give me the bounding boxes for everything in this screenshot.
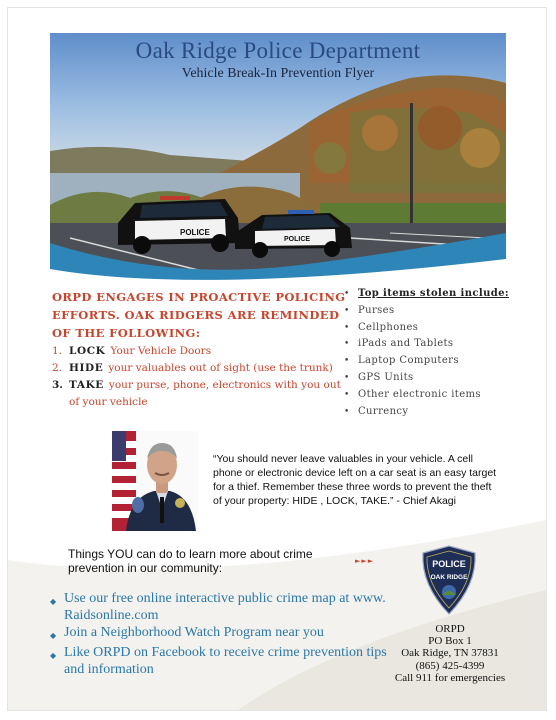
chief-portrait [112, 431, 198, 531]
bullet-icon: • [344, 339, 350, 350]
list-item [344, 370, 514, 387]
list-item [50, 590, 395, 624]
step-text: your purse, phone, electronics with you out of your vehicle [69, 379, 341, 408]
crime-map-link[interactable]: Use our free online interactive public crime map at www. Raidsonline.com [64, 591, 386, 623]
contact-block [380, 623, 520, 684]
step-keyword: HIDE [69, 362, 104, 374]
page-title: Oak Ridge Police Department [135, 38, 421, 63]
stolen-item: iPads and Tablets [358, 338, 454, 350]
contact-line: PO Box 1 [428, 635, 472, 648]
step-number: 1. [52, 345, 63, 357]
diamond-bullet-icon: ◆ [50, 651, 57, 660]
step-text: Your Vehicle Doors [110, 345, 212, 357]
page-subtitle: Vehicle Break-In Prevention Flyer [181, 66, 375, 81]
list-item [344, 404, 514, 421]
policing-headline: ORPD ENGAGES IN PROACTIVE POLICING EFFORTS. OAK RIDGERS ARE REMINDED OF THE FOLLOWING: [52, 290, 346, 340]
list-item [344, 286, 514, 303]
step-item [52, 360, 352, 377]
list-item [344, 353, 514, 370]
learn-more-intro: Things YOU can do to learn more about crime prevention in our community: [68, 547, 313, 575]
bullet-icon: • [344, 305, 350, 316]
stolen-item: Laptop Computers [358, 355, 459, 367]
contact-phone: (865) 425-4399 [415, 659, 485, 672]
badge-top-text: POLICE [432, 559, 466, 569]
list-item [50, 624, 395, 644]
learn-more-links [50, 590, 395, 678]
list-item [344, 387, 514, 404]
car-label-2: POLICE [284, 236, 311, 243]
contact-line: Call 911 for emergencies [394, 671, 506, 684]
step-number: 3. [52, 379, 63, 391]
chief-quote: “You should never leave valuables in your vehicle. A cell phone or electronic device left on a car seat is an easy target for a thief. Remember these three words to prevent the theft of your property: HIDE , LOCK, TAKE.” - Chief Akagi [213, 453, 497, 507]
list-item [344, 320, 514, 337]
diamond-bullet-icon: ◆ [50, 597, 57, 606]
facebook-link[interactable]: Like ORPD on Facebook to receive crime prevention tips and information [64, 645, 387, 677]
contact-line: ORPD [435, 623, 465, 635]
list-item [344, 336, 514, 353]
step-keyword: TAKE [69, 379, 104, 391]
step-item [52, 343, 352, 360]
step-keyword: LOCK [69, 345, 106, 357]
step-item [52, 377, 352, 411]
neighborhood-watch-link[interactable]: Join a Neighborhood Watch Program near you [64, 625, 324, 640]
stolen-item: GPS Units [358, 371, 414, 383]
bullet-icon: • [344, 356, 350, 367]
contact-line: Oak Ridge, TN 37831 [401, 647, 499, 660]
arrows-icon: ►►► [355, 557, 375, 565]
step-number: 2. [52, 362, 63, 374]
bullet-icon: • [344, 389, 350, 400]
stolen-item: Currency [358, 405, 409, 417]
bullet-icon: • [344, 406, 350, 417]
stolen-item: Other electronic items [358, 388, 481, 400]
bullet-icon: • [344, 322, 350, 333]
stolen-items-list [344, 286, 514, 420]
car-label-1: POLICE [180, 228, 210, 237]
stolen-items-header: Top items stolen include: [358, 288, 510, 299]
chief-portrait-illustration [112, 431, 198, 531]
police-badge-icon [420, 545, 478, 615]
step-text: your valuables out of sight (use the trunk) [108, 362, 333, 374]
list-item [50, 644, 395, 678]
diamond-bullet-icon: ◆ [50, 631, 57, 640]
prevention-steps [52, 343, 352, 411]
stolen-item: Purses [358, 304, 395, 316]
list-item [344, 303, 514, 320]
bullet-icon: • [344, 372, 350, 383]
badge-bottom-text: OAK RIDGE [430, 574, 468, 581]
stolen-item: Cellphones [358, 321, 419, 333]
bullet-icon: • [344, 289, 350, 299]
